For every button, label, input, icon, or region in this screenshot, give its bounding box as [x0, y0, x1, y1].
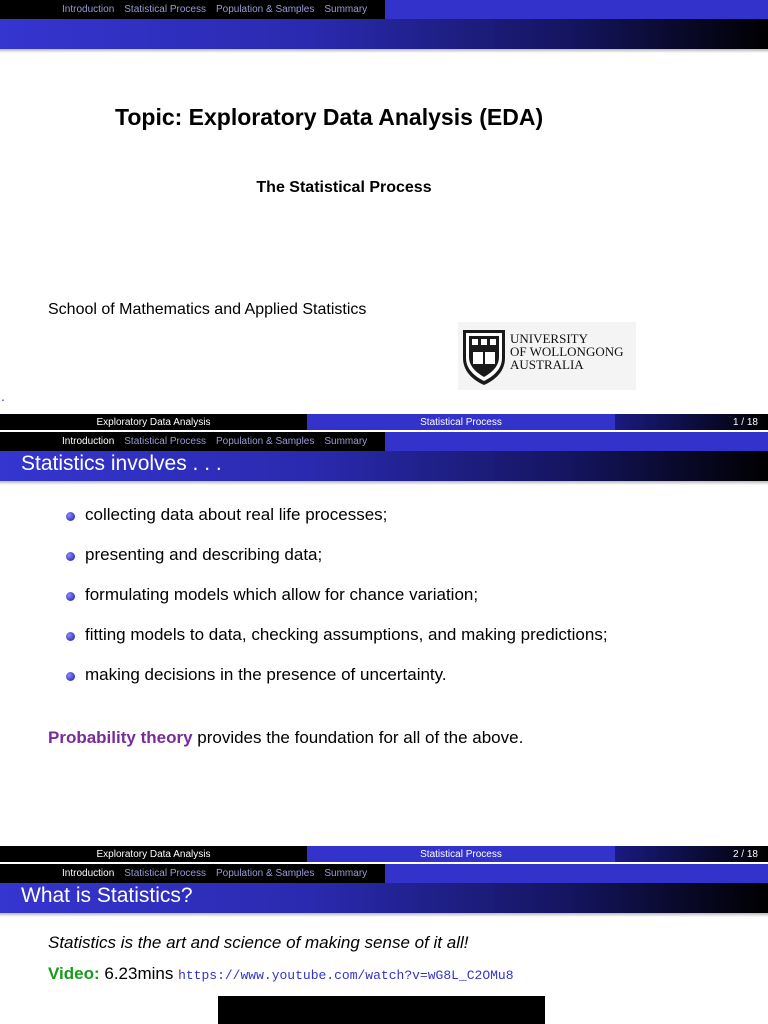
- list-item: [64, 665, 608, 705]
- video-player[interactable]: [218, 996, 545, 1024]
- footer-page-number: [615, 846, 768, 862]
- bullet-icon: [66, 672, 75, 681]
- highlight-term: Probability theory: [48, 728, 193, 747]
- page-number: 1 / 18: [732, 416, 758, 428]
- shadow-divider: [0, 49, 768, 53]
- logo-line: OF WOLLONGONG: [510, 344, 624, 359]
- nav-items: [62, 432, 377, 451]
- nav-bar-slide-3: [0, 864, 768, 883]
- video-link[interactable]: https://www.youtube.com/watch?v=wG8L_C2OMu8: [178, 968, 514, 983]
- footer-talk-title: Exploratory Data Analysis: [0, 414, 307, 430]
- nav-item-introduction[interactable]: Introduction: [62, 4, 115, 15]
- video-label: Video:: [48, 964, 100, 983]
- frame-title: Statistics involves . . .: [21, 452, 222, 475]
- bullet-list: [64, 505, 608, 705]
- list-item: [64, 585, 608, 625]
- title-bar-slide-1: [0, 19, 768, 49]
- nav-item-statistical-process[interactable]: Statistical Process: [124, 436, 206, 447]
- logo-line: AUSTRALIA: [510, 357, 584, 372]
- shadow-divider: [0, 913, 768, 917]
- nav-item-introduction[interactable]: Introduction: [62, 436, 115, 447]
- bullet-icon: [66, 632, 75, 641]
- institute-name: School of Mathematics and Applied Statistics: [48, 301, 367, 318]
- video-duration: 6.23mins: [99, 964, 179, 983]
- nav-item-introduction[interactable]: Introduction: [62, 868, 115, 879]
- footer-talk-title: Exploratory Data Analysis: [0, 846, 307, 862]
- nav-item-statistical-process[interactable]: Statistical Process: [124, 4, 206, 15]
- probability-sentence: [48, 728, 523, 748]
- list-item: [64, 505, 608, 545]
- title-bar-slide-2: [0, 451, 768, 481]
- nav-item-summary[interactable]: Summary: [324, 4, 368, 15]
- bullet-text: making decisions in the presence of uncertainty.: [85, 665, 447, 684]
- university-logo-text: [510, 332, 624, 371]
- footer-slide-2: [0, 846, 768, 862]
- nav-items: [62, 0, 377, 19]
- title-bar-slide-3: [0, 883, 768, 913]
- shield-crest-icon: [461, 328, 507, 386]
- bullet-text: formulating models which allow for chance variation;: [85, 585, 479, 604]
- nav-item-summary[interactable]: Summary: [324, 436, 368, 447]
- nav-bar-slide-1: [0, 0, 768, 19]
- sentence-rest: provides the foundation for all of the above.: [192, 728, 524, 747]
- footer-section: Statistical Process: [307, 414, 615, 430]
- nav-items: [62, 864, 377, 883]
- footer-section: Statistical Process: [307, 846, 615, 862]
- bullet-icon: [66, 552, 75, 561]
- footer-page-number: [615, 414, 768, 430]
- page-number: 2 / 18: [732, 848, 758, 860]
- nav-item-summary[interactable]: Summary: [324, 868, 368, 879]
- list-item: [64, 545, 608, 585]
- nav-item-population-samples[interactable]: Population & Samples: [215, 436, 315, 447]
- frame-title: What is Statistics?: [21, 884, 193, 907]
- bullet-icon: [66, 512, 75, 521]
- presentation-subtitle: The Statistical Process: [256, 179, 432, 196]
- video-line: [48, 964, 514, 984]
- bullet-text: fitting models to data, checking assumptions, and making predictions;: [85, 625, 608, 644]
- list-item: [64, 625, 608, 665]
- university-logo: [458, 322, 636, 390]
- nav-bar-slide-2: [0, 432, 768, 451]
- nav-item-population-samples[interactable]: Population & Samples: [215, 4, 315, 15]
- navigation-dot: .: [1, 388, 5, 404]
- nav-item-population-samples[interactable]: Population & Samples: [215, 868, 315, 879]
- shadow-divider: [0, 481, 768, 485]
- bullet-text: collecting data about real life processes;: [85, 505, 388, 524]
- logo-line: UNIVERSITY: [510, 331, 588, 346]
- bullet-icon: [66, 592, 75, 601]
- nav-item-statistical-process[interactable]: Statistical Process: [124, 868, 206, 879]
- bullet-text: presenting and describing data;: [85, 545, 323, 564]
- presentation-title: Topic: Exploratory Data Analysis (EDA): [115, 104, 544, 130]
- footer-slide-1: [0, 414, 768, 430]
- quote-text: Statistics is the art and science of making sense of it all!: [48, 933, 469, 952]
